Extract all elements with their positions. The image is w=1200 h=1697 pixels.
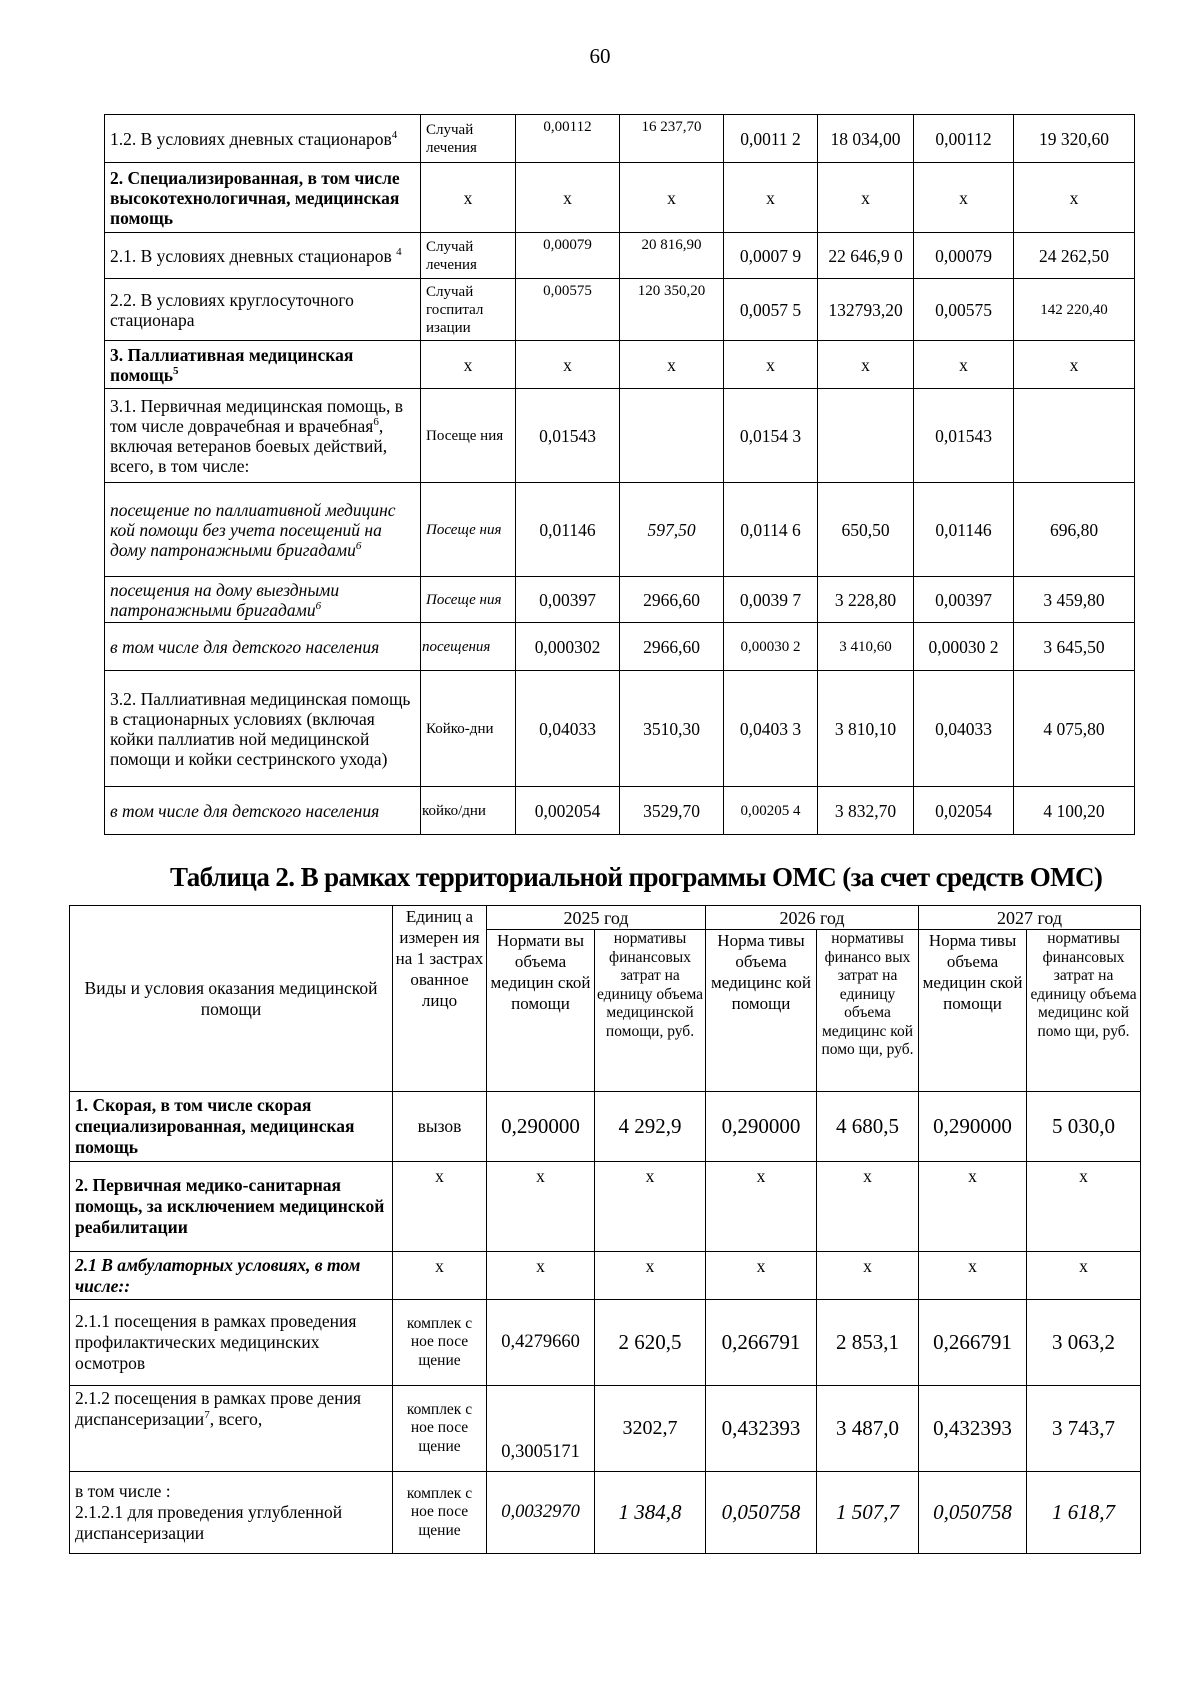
value-cell: х [1014, 341, 1135, 389]
value-cell: 0,00079 [914, 233, 1014, 279]
value-cell: 3 743,7 [1027, 1386, 1141, 1472]
value-cell: х [914, 163, 1014, 233]
table-row [70, 1472, 1141, 1554]
value-cell: 0,01146 [516, 483, 620, 577]
unit-cell: х [421, 341, 516, 389]
value-cell: 650,50 [818, 483, 914, 577]
table-row [105, 483, 1135, 577]
value-cell: 4 075,80 [1014, 671, 1135, 787]
subheader-cell: нормативы финансовых затрат на единицу объема медицинской помощи, руб. [595, 930, 706, 1092]
unit-cell: х [393, 1252, 487, 1300]
row-label: посещение по паллиативной медицинс кой помощи без учета посещений на дому патронажными бригадами$^6$ [105, 483, 421, 577]
row-label: посещения на дому выездными патронажными бригадами$^6$ [105, 577, 421, 623]
value-cell: х [818, 341, 914, 389]
value-cell: 2 620,5 [595, 1300, 706, 1386]
value-cell: х [487, 1252, 595, 1300]
value-cell: 16 237,70 [620, 115, 724, 163]
value-cell: 597,50 [620, 483, 724, 577]
value-cell: 0,0057 5 [724, 279, 818, 341]
value-cell: 0,01543 [516, 389, 620, 483]
value-cell: 132793,20 [818, 279, 914, 341]
value-cell: х [919, 1162, 1027, 1252]
table-row [70, 1300, 1141, 1386]
row-label: 2. Первичная медико-санитарная помощь, за исключением медицинской реабилитации [70, 1162, 393, 1252]
unit-cell: Случай лечения [421, 233, 516, 279]
value-cell: 0,050758 [706, 1472, 817, 1554]
unit-cell: комплек с ное посе щение [393, 1300, 487, 1386]
table-2 [69, 905, 1141, 1554]
row-label: 2.1 В амбулаторных условиях, в том числе:: [70, 1252, 393, 1300]
value-cell: 0,290000 [487, 1092, 595, 1162]
unit-cell: комплек с ное посе щение [393, 1386, 487, 1472]
subheader-cell: нормативы финансовых затрат на единицу объема медицинс кой помо щи, руб. [1027, 930, 1141, 1092]
value-cell: 0,00397 [516, 577, 620, 623]
table-row [70, 1252, 1141, 1300]
value-cell: 0,0032970 [487, 1472, 595, 1554]
row-label: 2.1.2 посещения в рамках прове дения диспансеризации$^7$, всего, [70, 1386, 393, 1472]
value-cell: 0,00575 [914, 279, 1014, 341]
unit-cell: Койко-дни [421, 671, 516, 787]
row-label: 3.2. Паллиативная медицинская помощь в стационарных условиях (включая койки паллиатив ной медицинской помощи и койки сестринского ухода) [105, 671, 421, 787]
value-cell: 0,00397 [914, 577, 1014, 623]
value-cell: 18 034,00 [818, 115, 914, 163]
table-row [105, 623, 1135, 671]
unit-cell: посещения [421, 623, 516, 671]
subheader-cell: Нормати вы объема медицин ской помощи [487, 930, 595, 1092]
value-cell [1014, 389, 1135, 483]
unit-cell: Посеще ния [421, 577, 516, 623]
value-cell: 0,290000 [919, 1092, 1027, 1162]
value-cell: х [706, 1162, 817, 1252]
table-row [105, 279, 1135, 341]
value-cell: х [724, 163, 818, 233]
table-row [105, 115, 1135, 163]
value-cell: 0,04033 [516, 671, 620, 787]
unit-cell: Посеще ния [421, 389, 516, 483]
value-cell: 0,00079 [516, 233, 620, 279]
table-row [70, 1162, 1141, 1252]
value-cell: 0,04033 [914, 671, 1014, 787]
value-cell: 3529,70 [620, 787, 724, 835]
unit-cell: Посеще ния [421, 483, 516, 577]
value-cell: 3202,7 [595, 1386, 706, 1472]
value-cell: 3510,30 [620, 671, 724, 787]
value-cell: х [620, 163, 724, 233]
value-cell: х [914, 341, 1014, 389]
value-cell: 4 100,20 [1014, 787, 1135, 835]
value-cell: х [706, 1252, 817, 1300]
column-header-type: Виды и условия оказания медицинской помощи [70, 906, 393, 1092]
value-cell: х [817, 1252, 919, 1300]
subheader-cell: Норма тивы объема медицин ской помощи [919, 930, 1027, 1092]
value-cell: 0,00030 2 [914, 623, 1014, 671]
row-label: 2.1.1 посещения в рамках проведения профилактических медицинских осмотров [70, 1300, 393, 1386]
value-cell: 0,266791 [706, 1300, 817, 1386]
row-label: в том числе для детского населения [105, 787, 421, 835]
value-cell: х [818, 163, 914, 233]
row-label: 3.1. Первичная медицинская помощь, в том числе доврачебная и врачебная$^6$, включая ветеранов боевых действий, всего, в том числе: [105, 389, 421, 483]
unit-cell: койко/дни [421, 787, 516, 835]
value-cell: 0,01543 [914, 389, 1014, 483]
value-cell: 3 645,50 [1014, 623, 1135, 671]
value-cell: 0,02054 [914, 787, 1014, 835]
value-cell: х [516, 341, 620, 389]
table-row [105, 671, 1135, 787]
row-label: 2.2. В условиях круглосуточного стационара [105, 279, 421, 341]
column-header-unit: Единиц а измерен ия на 1 застрах ованное лицо [393, 906, 487, 1092]
page-number: 60 [589, 44, 611, 68]
value-cell: х [1027, 1252, 1141, 1300]
value-cell: х [516, 163, 620, 233]
table-1 [104, 114, 1135, 835]
value-cell: 0,266791 [919, 1300, 1027, 1386]
unit-cell: х [393, 1162, 487, 1252]
value-cell: 0,0011 2 [724, 115, 818, 163]
table-row [70, 1092, 1141, 1162]
value-cell: х [1027, 1162, 1141, 1252]
value-cell: 0,0403 3 [724, 671, 818, 787]
value-cell: 3 228,80 [818, 577, 914, 623]
row-label: 2. Специализированная, в том числе высокотехнологичная, медицинская помощь [105, 163, 421, 233]
value-cell: 5 030,0 [1027, 1092, 1141, 1162]
value-cell: 0,3005171 [487, 1386, 595, 1472]
year-header: 2026 год [706, 906, 919, 930]
unit-cell: Случай госпитал изации [421, 279, 516, 341]
value-cell: 0,432393 [706, 1386, 817, 1472]
value-cell: 4 680,5 [817, 1092, 919, 1162]
subheader-cell: нормативы финансо вых затрат на единицу объема медицинс кой помо щи, руб. [817, 930, 919, 1092]
table-2-title: Таблица 2. В рамках территориальной программы ОМС (за счет средств ОМС) [170, 862, 1103, 892]
value-cell: х [620, 341, 724, 389]
value-cell: 0,002054 [516, 787, 620, 835]
unit-cell: вызов [393, 1092, 487, 1162]
table-row [105, 577, 1135, 623]
value-cell: 0,0007 9 [724, 233, 818, 279]
value-cell: 3 410,60 [818, 623, 914, 671]
value-cell: 4 292,9 [595, 1092, 706, 1162]
row-label: 2.1. В условиях дневных стационаров $^4$ [105, 233, 421, 279]
value-cell: 0,4279660 [487, 1300, 595, 1386]
row-label: 1. Скорая, в том числе скорая специализированная, медицинская помощь [70, 1092, 393, 1162]
value-cell [620, 389, 724, 483]
value-cell: х [595, 1162, 706, 1252]
value-cell: 0,000302 [516, 623, 620, 671]
header-row [70, 906, 1141, 930]
value-cell: 3 063,2 [1027, 1300, 1141, 1386]
unit-cell: х [421, 163, 516, 233]
value-cell: х [817, 1162, 919, 1252]
value-cell: х [595, 1252, 706, 1300]
year-header: 2027 год [919, 906, 1141, 930]
value-cell: 22 646,9 0 [818, 233, 914, 279]
unit-cell: комплек с ное посе щение [393, 1472, 487, 1554]
value-cell: 1 384,8 [595, 1472, 706, 1554]
value-cell: 0,050758 [919, 1472, 1027, 1554]
value-cell: 3 832,70 [818, 787, 914, 835]
table-row [105, 341, 1135, 389]
value-cell: 0,0114 6 [724, 483, 818, 577]
value-cell: 0,290000 [706, 1092, 817, 1162]
value-cell: 1 507,7 [817, 1472, 919, 1554]
table-row [105, 389, 1135, 483]
value-cell: 3 810,10 [818, 671, 914, 787]
value-cell: х [1014, 163, 1135, 233]
value-cell: 20 816,90 [620, 233, 724, 279]
year-header: 2025 год [487, 906, 706, 930]
value-cell: 0,00575 [516, 279, 620, 341]
row-label: в том числе : 2.1.2.1 для проведения углубленной диспансеризации [70, 1472, 393, 1554]
row-label: 3. Паллиативная медицинская помощь$^5$ [105, 341, 421, 389]
table-row [105, 787, 1135, 835]
value-cell: 0,00112 [516, 115, 620, 163]
value-cell: 2966,60 [620, 577, 724, 623]
row-label: 1.2. В условиях дневных стационаров$^4$ [105, 115, 421, 163]
value-cell: 3 459,80 [1014, 577, 1135, 623]
value-cell: 2 853,1 [817, 1300, 919, 1386]
value-cell: 0,432393 [919, 1386, 1027, 1472]
value-cell: х [487, 1162, 595, 1252]
table-row [105, 163, 1135, 233]
table-row [105, 233, 1135, 279]
value-cell: 120 350,20 [620, 279, 724, 341]
value-cell: 696,80 [1014, 483, 1135, 577]
value-cell [818, 389, 914, 483]
value-cell: х [919, 1252, 1027, 1300]
value-cell: 1 618,7 [1027, 1472, 1141, 1554]
subheader-cell: Норма тивы объема медицинс кой помощи [706, 930, 817, 1092]
value-cell: х [724, 341, 818, 389]
table-row [70, 1386, 1141, 1472]
unit-cell: Случай лечения [421, 115, 516, 163]
value-cell: 0,00112 [914, 115, 1014, 163]
value-cell: 0,0039 7 [724, 577, 818, 623]
value-cell: 0,00205 4 [724, 787, 818, 835]
value-cell: 0,0154 3 [724, 389, 818, 483]
value-cell: 24 262,50 [1014, 233, 1135, 279]
value-cell: 0,01146 [914, 483, 1014, 577]
value-cell: 0,00030 2 [724, 623, 818, 671]
value-cell: 142 220,40 [1014, 279, 1135, 341]
row-label: в том числе для детского населения [105, 623, 421, 671]
value-cell: 2966,60 [620, 623, 724, 671]
value-cell: 3 487,0 [817, 1386, 919, 1472]
value-cell: 19 320,60 [1014, 115, 1135, 163]
